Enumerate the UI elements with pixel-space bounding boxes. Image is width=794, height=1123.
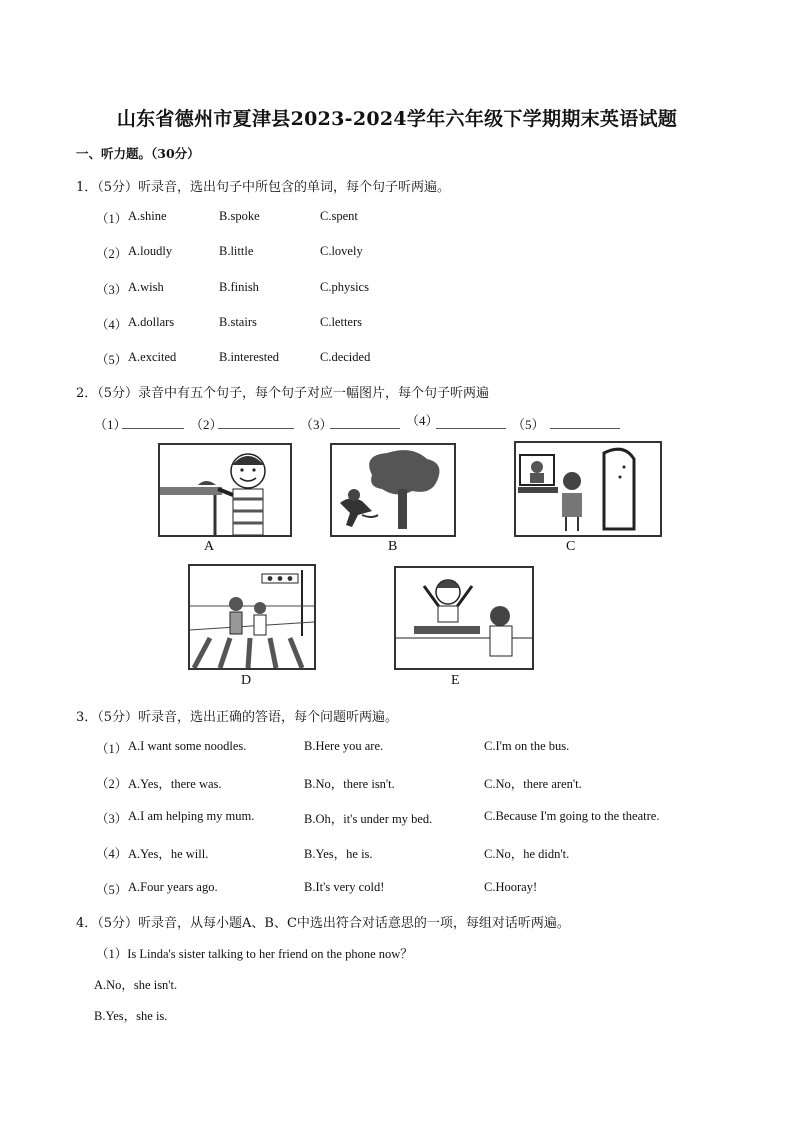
item-number: （4） [96,847,128,861]
option-c: C.lovely [320,244,363,258]
picture-e [394,566,534,670]
option-b: B.No，there isn't. [304,777,395,791]
boy-with-bowl-illustration [160,445,290,535]
option-c: C.decided [320,350,371,364]
section-heading: 一、听力题。（30分） [76,146,200,161]
option-c: C.physics [320,280,369,294]
option-c: C.letters [320,315,363,329]
question-2-text: 2．（5分）录音中有五个句子，每个句子对应一幅图片，每个句子听两遍 [76,386,490,401]
item-number: （1） [96,212,128,226]
option-b: B.Here you are. [304,739,384,753]
option-a: A.loudly [128,244,173,258]
option-b: B.spoke [219,209,260,223]
q4-option-b: B.Yes，she is. [94,1009,168,1023]
item-number: （4） [96,318,128,332]
option-c: C.No，he didn't. [484,847,570,861]
option-b: B.finish [219,280,259,294]
option-c: C.No，there aren't. [484,777,582,791]
picture-label: B [388,539,398,554]
q4-subquestion: （1）Is Linda's sister talking to her friend on the phone now？ [96,947,413,961]
option-b: B.interested [219,350,280,364]
item-number: （2） [96,247,128,261]
item-number: （5） [96,353,128,367]
item-number: （2） [96,777,128,791]
picture-label: D [241,673,252,688]
item-number: （3） [96,812,128,826]
picture-b [330,443,456,537]
option-c: C.Hooray! [484,880,538,894]
question-4-text: 4．（5分）听录音，从每小题A、B、C中选出符合对话意思的一项，每组对话听两遍。 [76,916,570,931]
picture-label: A [204,539,215,554]
picture-label: E [451,673,460,688]
tree-running-illustration [332,445,454,535]
page-title: 山东省德州市夏津县2023-2024学年六年级下学期期末英语试题 [116,108,678,130]
option-b: B.Oh，it's under my bed. [304,812,433,826]
option-a: A.excited [128,350,177,364]
option-c: C.Because I'm going to the theatre. [484,809,660,823]
option-b: B.Yes，he is. [304,847,373,861]
item-number: （3） [96,283,128,297]
answer-blank[interactable] [436,428,506,429]
option-a: A.wish [128,280,164,294]
blank-label: （1） [94,417,127,432]
picture-label: C [566,539,576,554]
option-c: C.I'm on the bus. [484,739,570,753]
answer-blank[interactable] [218,428,294,429]
option-b: B.It's very cold! [304,880,385,894]
option-b: B.little [219,244,254,258]
option-b: B.stairs [219,315,257,329]
question-3-text: 3．（5分）听录音，选出正确的答语，每个问题听两遍。 [76,710,399,725]
answer-blank[interactable] [330,428,400,429]
picture-d [188,564,316,670]
blank-label: （4） [406,413,439,428]
blank-label: （5） [512,417,545,432]
option-a: A.I am helping my mum. [128,809,255,823]
answer-blank[interactable] [550,428,620,429]
item-number: （1） [96,742,128,756]
blank-label: （3） [300,417,333,432]
crosswalk-illustration [190,566,314,668]
option-a: A.Yes，he will. [128,847,209,861]
option-a: A.Yes，there was. [128,777,222,791]
children-at-desk-illustration [396,568,532,668]
blank-label: （2） [190,417,223,432]
item-number: （5） [96,883,128,897]
picture-c [514,441,662,537]
option-a: A.shine [128,209,167,223]
option-a: A.I want some noodles. [128,739,247,753]
option-a: A.Four years ago. [128,880,218,894]
tv-and-door-illustration [516,443,660,535]
option-a: A.dollars [128,315,175,329]
option-c: C.spent [320,209,358,223]
picture-a [158,443,292,537]
question-1-text: 1．（5分）听录音，选出句子中所包含的单词，每个句子听两遍。 [76,180,451,195]
q4-option-a: A.No，she isn't. [94,978,178,992]
answer-blank[interactable] [122,428,184,429]
